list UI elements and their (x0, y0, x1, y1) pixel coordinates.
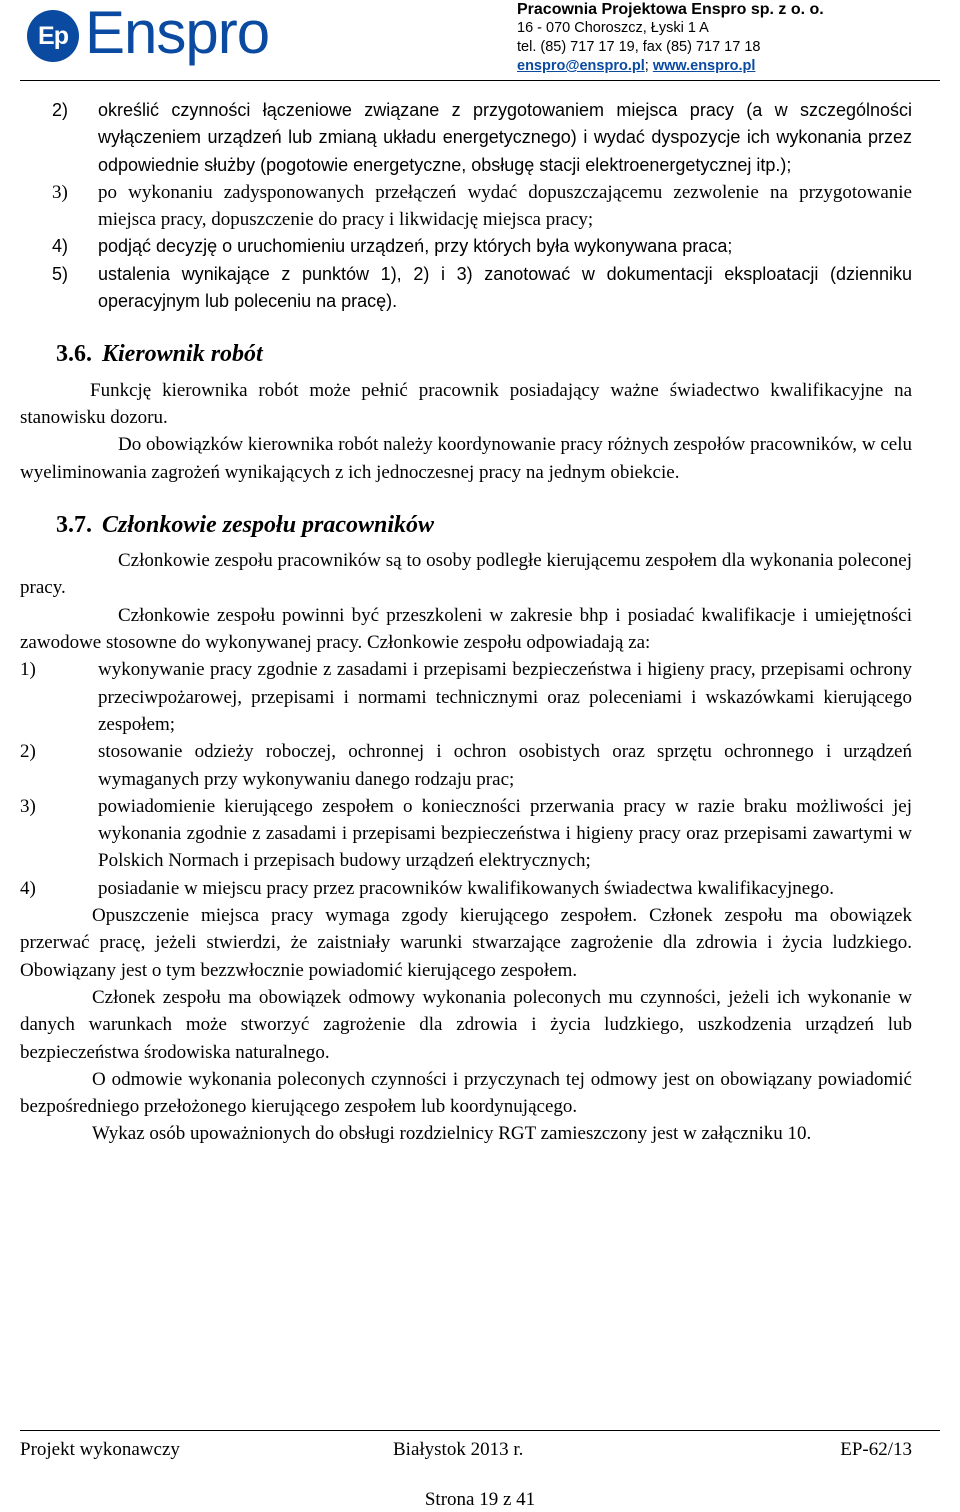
section-number: 3.6. (56, 341, 92, 368)
paragraph: Funkcję kierownika robót może pełnić pracownik posiadający ważne świadectwo kwalifikacyjne na stanowisku dozoru. (20, 379, 912, 428)
list-item-number: 2) (52, 100, 69, 120)
list-item-text: określić czynności łączeniowe związane z przygotowaniem miejsca pracy (a w szczególności wyłączeniem urządzeń lub zmianą układu energetycznego) i wydać dyspozycje ich wykonania przez odpowiednie służby (pogotowie energetyczne, obsługę stacji elektroenergetycznej itp.); (98, 100, 912, 175)
section-title: Członkowie zespołu pracowników (102, 511, 435, 538)
company-info (517, 0, 824, 76)
company-links (517, 57, 824, 76)
paragraph: Członkowie zespołu pracowników są to osoby podległe kierującemu zespołem dla wykonania poleconej pracy. (20, 550, 912, 599)
list-item-text: podjąć decyzję o uruchomieniu urządzeń, przy których była wykonywana praca; (98, 236, 733, 257)
page-header (0, 0, 960, 85)
list-item-text: powiadomienie kierującego zespołem o konieczności przerwania pracy w razie braku możliwości jej wykonania zgodnie z zasadami i przepisami bezpieczeństwa i higieny pracy oraz przepisami zawartymi w Polskich Normach i przepisach budowy urządzeń elektrycznych; (98, 795, 912, 872)
website-link[interactable]: www.enspro.pl (652, 58, 756, 74)
list-item (20, 179, 912, 234)
section-3-7-heading (56, 512, 912, 539)
page-number: Strona 19 z 41 (424, 1489, 536, 1510)
header-divider (20, 80, 940, 81)
list-item-number: 4) (20, 877, 36, 899)
list-item-number: 3) (20, 795, 36, 817)
list-a (20, 97, 912, 315)
list-item (20, 793, 912, 875)
list-item-number: 1) (20, 659, 36, 681)
paragraph: Członek zespołu ma obowiązek odmowy wykonania poleconych mu czynności, jeżeli ich wykonanie w danych warunkach może stworzyć zagrożenie dla zdrowia i życia ludzkiego, uszkodzenia urządzeń lub bezpieczeństwa środowiska naturalnego. (20, 986, 912, 1063)
list-item (20, 656, 912, 738)
section-title: Kierownik robót (102, 341, 263, 368)
list-item (20, 875, 912, 902)
list-item-text: ustalenia wynikające z punktów 1), 2) i 3) zanotować w dokumentacji eksploatacji (dzienniku operacyjnym lub poleceniu na pracę). (98, 263, 912, 312)
paragraph: Wykaz osób upoważnionych do obsługi rozdzielnicy RGT zamieszczony jest w załączniku 10. (92, 1123, 812, 1145)
logo-mark-icon: Ep (27, 10, 79, 62)
list-item-number: 5) (52, 263, 69, 284)
footer-divider (20, 1430, 940, 1431)
list-item-text: po wykonaniu zadysponowanych przełączeń wydać dopuszczającemu zezwolenie na przygotowanie miejsca pracy, dopuszczenie do pracy i likwidację miejsca pracy; (98, 181, 912, 231)
paragraph: O odmowie wykonania poleconych czynności i przyczynach tej odmowy jest on obowiązany powiadomić bezpośredniego przełożonego kierującego zespołem lub koordynującego. (20, 1068, 912, 1118)
list-b (20, 656, 912, 902)
list-item-number: 3) (52, 181, 68, 203)
section-number: 3.7. (56, 511, 92, 538)
list-item (20, 738, 912, 793)
list-item (20, 261, 912, 316)
list-item-text: wykonywanie pracy zgodnie z zasadami i przepisami bezpieczeństwa i higieny pracy, przepisami ochrony przeciwpożarowej, przepisami i normami technicznymi oraz poleceniami i wskazówkami kierującego zespołem; (98, 659, 912, 735)
list-item-text: posiadanie w miejscu pracy przez pracowników kwalifikowanych świadectwa kwalifikacyjnego. (98, 877, 834, 899)
list-item-number: 2) (20, 741, 36, 763)
list-item-text: stosowanie odzieży roboczej, ochronnej i ochron osobistych oraz sprzętu ochronnego i urządzeń wymaganych przy wykonywaniu danego rodzaju prac; (98, 741, 912, 790)
footer-document-code: EP-62/13 (840, 1439, 912, 1460)
list-item (20, 97, 912, 179)
link-separator: ; (644, 58, 649, 74)
footer-place-date: Białystok 2013 r. (393, 1439, 524, 1460)
list-item (20, 233, 912, 260)
paragraph: Członkowie zespołu powinni być przeszkoleni w zakresie bhp i posiadać kwalifikacje i umiejętności zawodowe stosowne do wykonywanej pracy. Członkowie zespołu odpowiadają za: (20, 604, 912, 654)
company-phone: tel. (85) 717 17 19, fax (85) 717 17 18 (517, 39, 761, 55)
email-link[interactable]: enspro@enspro.pl (517, 58, 645, 74)
document-body (20, 97, 912, 1148)
section-3-6-heading (56, 341, 912, 368)
company-address: 16 - 070 Choroszcz, Łyski 1 A (517, 20, 709, 36)
paragraph: Do obowiązków kierownika robót należy koordynowanie pracy różnych zespołów pracowników, w celu wyeliminowania zagrożeń wynikających z ich jednoczesnej pracy na jednym obiekcie. (20, 434, 912, 483)
footer-project-type: Projekt wykonawczy (20, 1439, 180, 1460)
list-item-number: 4) (52, 236, 69, 257)
company-name: Pracownia Projektowa Enspro sp. z o. o. (517, 1, 824, 18)
paragraph: Opuszczenie miejsca pracy wymaga zgody kierującego zespołem. Członek zespołu ma obowiązek przerwać pracę, jeżeli stwierdzi, że zaistniały warunki stwarzające zagrożenie dla zdrowia i życia ludzkiego. Obowiązany jest o tym bezzwłocznie powiadomić kierującego zespołem. (20, 905, 912, 981)
logo-text: Enspro (85, 0, 270, 66)
company-logo (27, 0, 277, 68)
